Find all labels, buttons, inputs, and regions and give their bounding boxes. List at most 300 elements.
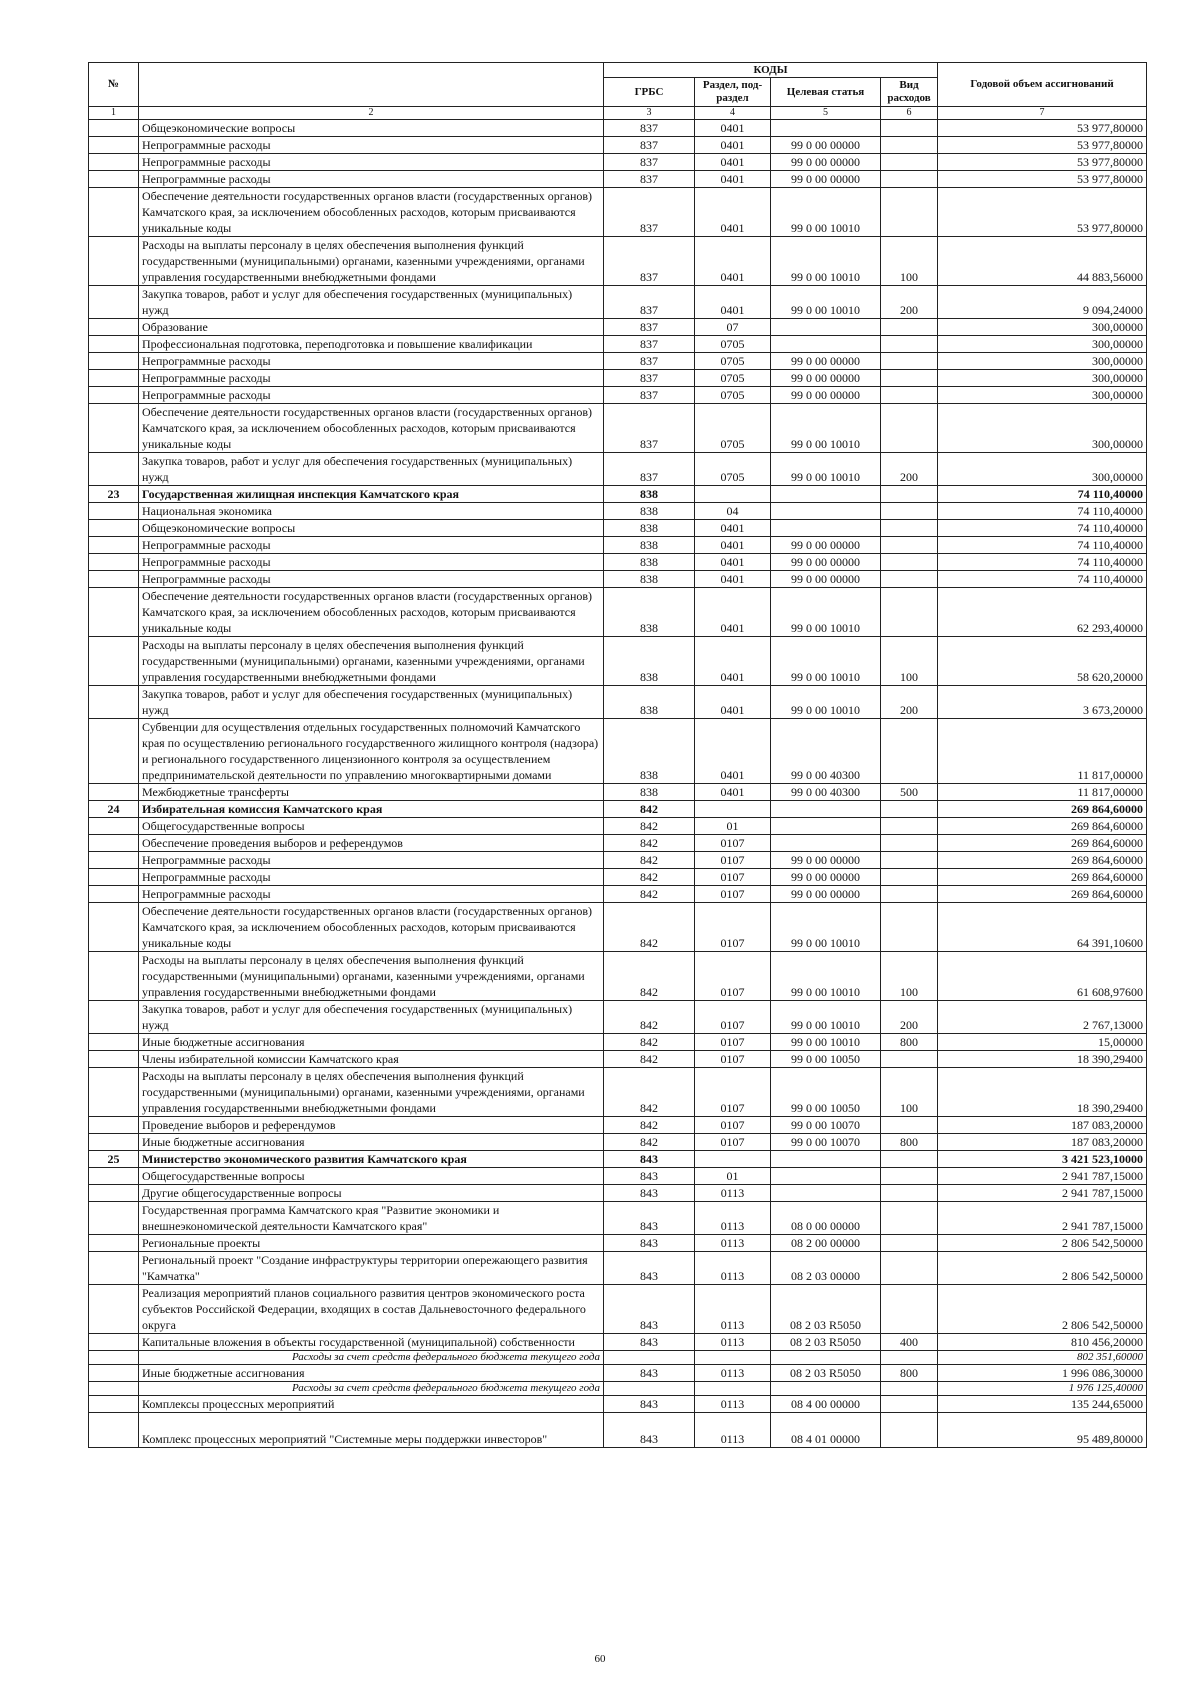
section-code: 0113 [695,1235,771,1252]
expense-type [881,818,938,835]
annual-volume: 18 390,29400 [938,1068,1147,1117]
section-code: 0705 [695,353,771,370]
row-name: Расходы на выплаты персоналу в целях обеспечения выполнения функций государственными (муниципальными) органами, казенными учреждениями, органами управления государственными внебюджетными фондами [139,952,604,1001]
section-code: 0705 [695,453,771,486]
grbs-code: 837 [604,137,695,154]
row-number [89,353,139,370]
grbs-code: 843 [604,1413,695,1448]
row-number [89,886,139,903]
row-name: Непрограммные расходы [139,137,604,154]
target-code: 99 0 00 10010 [771,188,881,237]
annual-volume: 300,00000 [938,387,1147,404]
row-name: Общеэкономические вопросы [139,520,604,537]
row-name: Расходы на выплаты персоналу в целях обеспечения выполнения функций государственными (муниципальными) органами, казенными учреждениями, органами управления государственными внебюджетными фондами [139,1068,604,1117]
target-code: 99 0 00 10050 [771,1051,881,1068]
expense-type [881,404,938,453]
table-row [89,903,1147,952]
expense-type [881,171,938,188]
table-row [89,1365,1147,1382]
expense-type: 800 [881,1134,938,1151]
row-number [89,852,139,869]
row-name: Непрограммные расходы [139,886,604,903]
row-number [89,1051,139,1068]
idx-7: 7 [938,107,1147,120]
row-name: Региональные проекты [139,1235,604,1252]
expense-type [881,554,938,571]
table-row [89,286,1147,319]
annual-volume: 74 110,40000 [938,554,1147,571]
table-row [89,852,1147,869]
page-number: 60 [594,1653,606,1665]
row-number [89,1168,139,1185]
expense-type [881,319,938,336]
expense-type [881,1396,938,1413]
table-row [89,637,1147,686]
target-code [771,1351,881,1365]
target-code [771,835,881,852]
row-name: Иные бюджетные ассигнования [139,1034,604,1051]
section-code: 0107 [695,1068,771,1117]
annual-volume: 11 817,00000 [938,719,1147,784]
grbs-code: 838 [604,571,695,588]
target-code: 08 0 00 00000 [771,1202,881,1235]
section-code: 0107 [695,903,771,952]
annual-volume: 2 941 787,15000 [938,1202,1147,1235]
table-row [89,1382,1147,1396]
section-code: 0401 [695,237,771,286]
annual-volume: 3 421 523,10000 [938,1151,1147,1168]
grbs-code: 843 [604,1285,695,1334]
section-code: 0401 [695,120,771,137]
section-code: 0705 [695,387,771,404]
table-row [89,1151,1147,1168]
annual-volume: 53 977,80000 [938,120,1147,137]
row-name: Комплекс процессных мероприятий "Системные меры поддержки инвесторов" [139,1413,604,1448]
section-code: 0107 [695,1117,771,1134]
section-code: 0401 [695,554,771,571]
grbs-code: 838 [604,719,695,784]
row-number [89,336,139,353]
target-code: 99 0 00 00000 [771,171,881,188]
row-number [89,1252,139,1285]
table-row [89,554,1147,571]
table-row [89,686,1147,719]
grbs-code: 842 [604,1034,695,1051]
grbs-code [604,1351,695,1365]
expense-type [881,886,938,903]
expense-type [881,588,938,637]
row-name: Расходы на выплаты персоналу в целях обеспечения выполнения функций государственными (муниципальными) органами, казенными учреждениями, органами управления государственными внебюджетными фондами [139,237,604,286]
column-index-row [89,107,1147,120]
col-name-header [139,63,604,107]
section-code: 0705 [695,370,771,387]
idx-6: 6 [881,107,938,120]
table-row [89,1285,1147,1334]
section-code: 0401 [695,784,771,801]
section-code: 0401 [695,637,771,686]
expense-type [881,503,938,520]
row-number [89,319,139,336]
col-grbs-header: ГРБС [604,78,695,107]
row-name: Капитальные вложения в объекты государственной (муниципальной) собственности [139,1334,604,1351]
target-code: 99 0 00 10050 [771,1068,881,1117]
table-row [89,1001,1147,1034]
target-code: 99 0 00 10010 [771,1001,881,1034]
annual-volume: 2 806 542,50000 [938,1285,1147,1334]
table-row [89,237,1147,286]
annual-volume: 135 244,65000 [938,1396,1147,1413]
row-name: Непрограммные расходы [139,154,604,171]
row-number [89,1365,139,1382]
grbs-code: 838 [604,637,695,686]
grbs-code: 842 [604,1134,695,1151]
row-name: Закупка товаров, работ и услуг для обеспечения государственных (муниципальных) нужд [139,1001,604,1034]
grbs-code: 838 [604,537,695,554]
expense-type: 200 [881,1001,938,1034]
table-row [89,120,1147,137]
codes-header: КОДЫ [604,63,938,78]
row-name: Непрограммные расходы [139,537,604,554]
row-number [89,1068,139,1117]
table-row [89,171,1147,188]
annual-volume: 269 864,60000 [938,852,1147,869]
row-name: Расходы за счет средств федерального бюджета текущего года [139,1351,604,1365]
section-code [695,801,771,818]
section-code: 0401 [695,137,771,154]
grbs-code: 843 [604,1168,695,1185]
section-code: 0705 [695,336,771,353]
table-row [89,503,1147,520]
table-body [89,120,1147,1448]
row-number [89,1396,139,1413]
target-code: 99 0 00 00000 [771,571,881,588]
section-code: 0107 [695,835,771,852]
section-code: 0113 [695,1334,771,1351]
table-row [89,784,1147,801]
row-name: Непрограммные расходы [139,554,604,571]
annual-volume: 18 390,29400 [938,1051,1147,1068]
row-number [89,1185,139,1202]
annual-volume: 9 094,24000 [938,286,1147,319]
grbs-code: 843 [604,1151,695,1168]
target-code [771,818,881,835]
target-code: 99 0 00 40300 [771,719,881,784]
annual-volume: 269 864,60000 [938,818,1147,835]
expense-type: 200 [881,286,938,319]
expense-type [881,571,938,588]
target-code [771,1382,881,1396]
row-name: Общегосударственные вопросы [139,1168,604,1185]
row-number [89,1117,139,1134]
row-number [89,154,139,171]
grbs-code: 843 [604,1185,695,1202]
expense-type [881,1351,938,1365]
row-number: 24 [89,801,139,818]
grbs-code: 842 [604,1117,695,1134]
target-code: 99 0 00 00000 [771,353,881,370]
annual-volume: 269 864,60000 [938,801,1147,818]
row-name: Государственная программа Камчатского края "Развитие экономики и внешнеэкономической деятельности Камчатского края" [139,1202,604,1235]
section-code: 0107 [695,869,771,886]
row-name: Общегосударственные вопросы [139,818,604,835]
annual-volume: 74 110,40000 [938,537,1147,554]
annual-volume: 300,00000 [938,319,1147,336]
row-name: Расходы на выплаты персоналу в целях обеспечения выполнения функций государственными (муниципальными) органами, казенными учреждениями, органами управления государственными внебюджетными фондами [139,637,604,686]
table-row [89,370,1147,387]
annual-volume: 74 110,40000 [938,503,1147,520]
expense-type [881,486,938,503]
expense-type: 800 [881,1034,938,1051]
row-name: Государственная жилищная инспекция Камчатского края [139,486,604,503]
col-type-header: Вид расходов [881,78,938,107]
section-code: 0401 [695,154,771,171]
target-code [771,1168,881,1185]
section-code: 0401 [695,188,771,237]
target-code: 99 0 00 00000 [771,370,881,387]
grbs-code: 837 [604,353,695,370]
target-code [771,336,881,353]
annual-volume: 74 110,40000 [938,571,1147,588]
target-code: 08 2 03 R5050 [771,1285,881,1334]
target-code: 99 0 00 10010 [771,903,881,952]
annual-volume: 53 977,80000 [938,188,1147,237]
section-code [695,1151,771,1168]
row-name: Непрограммные расходы [139,869,604,886]
target-code: 08 4 01 00000 [771,1413,881,1448]
target-code: 99 0 00 00000 [771,137,881,154]
target-code: 99 0 00 10070 [771,1134,881,1151]
annual-volume: 802 351,60000 [938,1351,1147,1365]
table-row [89,1202,1147,1235]
col-target-header: Целевая статья [771,78,881,107]
target-code: 08 2 03 00000 [771,1252,881,1285]
target-code: 99 0 00 10010 [771,1034,881,1051]
table-row [89,835,1147,852]
row-name: Министерство экономического развития Камчатского края [139,1151,604,1168]
table-row [89,353,1147,370]
table-row [89,1168,1147,1185]
expense-type [881,1382,938,1396]
annual-volume: 187 083,20000 [938,1117,1147,1134]
expense-type [881,353,938,370]
target-code: 99 0 00 10070 [771,1117,881,1134]
table-row [89,1034,1147,1051]
idx-2: 2 [139,107,604,120]
grbs-code: 842 [604,952,695,1001]
table-row [89,453,1147,486]
table-row [89,537,1147,554]
row-name: Непрограммные расходы [139,571,604,588]
expense-type [881,1413,938,1448]
section-code: 0113 [695,1202,771,1235]
row-number [89,520,139,537]
grbs-code: 838 [604,503,695,520]
expense-type [881,387,938,404]
grbs-code: 843 [604,1334,695,1351]
row-number [89,686,139,719]
section-code: 0401 [695,686,771,719]
row-number [89,387,139,404]
section-code: 0401 [695,719,771,784]
target-code [771,520,881,537]
row-name: Субвенции для осуществления отдельных государственных полномочий Камчатского края по осуществлению регионального государственного жилищного контроля (надзора) и регионального государственного лицензионного контроля за осуществлением предпринимательской деятельности по управлению многоквартирными домами [139,719,604,784]
row-name: Обеспечение проведения выборов и референдумов [139,835,604,852]
annual-volume: 2 941 787,15000 [938,1168,1147,1185]
expense-type [881,1117,938,1134]
row-number [89,1334,139,1351]
table-row [89,1117,1147,1134]
expense-type: 500 [881,784,938,801]
grbs-code: 842 [604,801,695,818]
section-code [695,1382,771,1396]
idx-3: 3 [604,107,695,120]
row-name: Национальная экономика [139,503,604,520]
table-row [89,952,1147,1001]
section-code: 01 [695,818,771,835]
table-row [89,319,1147,336]
target-code: 99 0 00 10010 [771,404,881,453]
expense-type [881,801,938,818]
table-row [89,1235,1147,1252]
target-code: 99 0 00 10010 [771,453,881,486]
idx-4: 4 [695,107,771,120]
annual-volume: 53 977,80000 [938,137,1147,154]
annual-volume: 74 110,40000 [938,520,1147,537]
section-code: 0107 [695,1051,771,1068]
table-row [89,719,1147,784]
grbs-code: 837 [604,120,695,137]
row-name: Непрограммные расходы [139,171,604,188]
row-number [89,571,139,588]
annual-volume: 269 864,60000 [938,886,1147,903]
grbs-code: 842 [604,835,695,852]
target-code: 08 4 00 00000 [771,1396,881,1413]
row-name: Образование [139,319,604,336]
table-row [89,520,1147,537]
section-code [695,1351,771,1365]
target-code [771,1151,881,1168]
row-number [89,1285,139,1334]
target-code: 08 2 03 R5050 [771,1365,881,1382]
row-number [89,137,139,154]
expense-type: 200 [881,453,938,486]
row-name: Непрограммные расходы [139,370,604,387]
row-name: Непрограммные расходы [139,353,604,370]
expense-type [881,1252,938,1285]
grbs-code: 842 [604,1051,695,1068]
grbs-code: 843 [604,1202,695,1235]
annual-volume: 3 673,20000 [938,686,1147,719]
grbs-code: 837 [604,154,695,171]
row-number [89,188,139,237]
table-row [89,404,1147,453]
table-row [89,1396,1147,1413]
expense-type [881,336,938,353]
target-code [771,120,881,137]
annual-volume: 53 977,80000 [938,171,1147,188]
row-name: Расходы за счет средств федерального бюджета текущего года [139,1382,604,1396]
row-number [89,719,139,784]
row-name: Комплексы процессных мероприятий [139,1396,604,1413]
row-number [89,869,139,886]
grbs-code: 843 [604,1365,695,1382]
target-code: 99 0 00 10010 [771,637,881,686]
expense-type [881,869,938,886]
expense-type [881,188,938,237]
annual-volume: 1 996 086,30000 [938,1365,1147,1382]
expense-type [881,537,938,554]
target-code: 99 0 00 10010 [771,237,881,286]
section-code: 0113 [695,1252,771,1285]
target-code: 08 2 03 R5050 [771,1334,881,1351]
section-code: 0107 [695,852,771,869]
budget-table-page [88,62,1146,1448]
section-code: 0107 [695,952,771,1001]
grbs-code: 842 [604,869,695,886]
expense-type [881,1235,938,1252]
grbs-code: 838 [604,588,695,637]
section-code: 0113 [695,1365,771,1382]
row-number [89,1001,139,1034]
expense-type [881,154,938,171]
table-row [89,1185,1147,1202]
table-row [89,188,1147,237]
table-row [89,801,1147,818]
table-row [89,1134,1147,1151]
table-row [89,1068,1147,1117]
grbs-code: 837 [604,237,695,286]
section-code: 0401 [695,537,771,554]
target-code: 99 0 00 00000 [771,537,881,554]
target-code: 99 0 00 10010 [771,588,881,637]
grbs-code: 842 [604,852,695,869]
table-row [89,1413,1147,1448]
grbs-code: 842 [604,903,695,952]
section-code: 0107 [695,1001,771,1034]
header-row-1 [89,63,1147,78]
row-number [89,588,139,637]
target-code: 99 0 00 00000 [771,869,881,886]
row-number [89,1034,139,1051]
target-code: 99 0 00 10010 [771,952,881,1001]
expense-type [881,1151,938,1168]
idx-1: 1 [89,107,139,120]
section-code: 0113 [695,1285,771,1334]
row-number [89,537,139,554]
row-name: Закупка товаров, работ и услуг для обеспечения государственных (муниципальных) нужд [139,453,604,486]
row-name: Обеспечение деятельности государственных органов власти (государственных органов) Камчатского края, за исключением обособленных расходов, которым присваиваются уникальные коды [139,903,604,952]
annual-volume: 300,00000 [938,453,1147,486]
row-number [89,1134,139,1151]
section-code: 04 [695,503,771,520]
grbs-code: 838 [604,686,695,719]
table-row [89,886,1147,903]
annual-volume: 187 083,20000 [938,1134,1147,1151]
grbs-code: 842 [604,1001,695,1034]
col-section-header: Раздел, под-раздел [695,78,771,107]
grbs-code: 838 [604,554,695,571]
idx-5: 5 [771,107,881,120]
row-name: Обеспечение деятельности государственных органов власти (государственных органов) Камчатского края, за исключением обособленных расходов, которым присваиваются уникальные коды [139,588,604,637]
row-name: Непрограммные расходы [139,852,604,869]
annual-volume: 300,00000 [938,370,1147,387]
col-volume-header: Годовой объем ассигнований [938,63,1147,107]
row-number [89,1202,139,1235]
table-row [89,154,1147,171]
row-name: Профессиональная подготовка, переподготовка и повышение квалификации [139,336,604,353]
annual-volume: 95 489,80000 [938,1413,1147,1448]
target-code [771,503,881,520]
